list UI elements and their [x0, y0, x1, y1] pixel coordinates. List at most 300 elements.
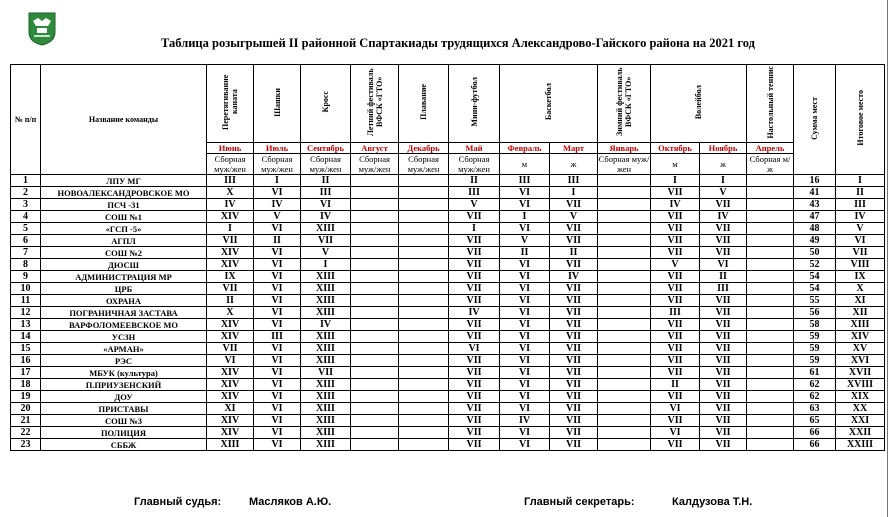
sum-cell: 66	[794, 439, 836, 451]
col-header-sport: Настольный теннис	[747, 65, 794, 143]
sum-cell: 59	[794, 343, 836, 355]
result-cell: V	[254, 211, 301, 223]
result-cell: VI	[500, 319, 550, 331]
month-label: Февраль	[500, 143, 550, 154]
result-cell	[747, 343, 794, 355]
result-cell: I	[550, 187, 598, 199]
row-number: 4	[11, 211, 41, 223]
result-cell	[598, 187, 651, 199]
team-name: ЦРБ	[41, 283, 207, 295]
result-cell: VII	[449, 235, 500, 247]
result-cell: IV	[301, 319, 351, 331]
result-cell: VII	[700, 247, 747, 259]
month-label: Июль	[254, 143, 301, 154]
result-cell	[598, 379, 651, 391]
result-cell	[598, 439, 651, 451]
result-cell: XIV	[207, 247, 254, 259]
result-cell	[399, 235, 449, 247]
row-number: 23	[11, 439, 41, 451]
result-cell: VII	[449, 415, 500, 427]
result-cell	[399, 199, 449, 211]
result-cell	[351, 355, 399, 367]
result-cell: VII	[550, 259, 598, 271]
result-cell: XIII	[301, 271, 351, 283]
result-cell	[598, 427, 651, 439]
final-place-cell: X	[836, 283, 885, 295]
category-label: Сборная м/ж	[747, 154, 794, 175]
result-cell: VII	[700, 331, 747, 343]
result-cell: VII	[550, 403, 598, 415]
sum-cell: 59	[794, 355, 836, 367]
result-cell: V	[500, 235, 550, 247]
result-cell: VI	[254, 283, 301, 295]
final-place-cell: XX	[836, 403, 885, 415]
result-cell: VII	[449, 295, 500, 307]
final-place-cell: XIII	[836, 319, 885, 331]
col-header-sport: Баскетбол	[500, 65, 598, 143]
result-cell	[399, 211, 449, 223]
result-cell	[598, 223, 651, 235]
result-cell: VII	[550, 427, 598, 439]
result-cell	[598, 403, 651, 415]
final-place-cell: XVI	[836, 355, 885, 367]
team-name: АДМИНИСТРАЦИЯ МР	[41, 271, 207, 283]
result-cell: VII	[550, 343, 598, 355]
result-cell: VII	[550, 367, 598, 379]
result-cell	[747, 283, 794, 295]
result-cell: VI	[500, 355, 550, 367]
col-header-sport: Плавание	[399, 65, 449, 143]
table-row	[11, 367, 885, 379]
month-label: Июнь	[207, 143, 254, 154]
final-place-cell: XIX	[836, 391, 885, 403]
row-number: 12	[11, 307, 41, 319]
result-cell	[399, 391, 449, 403]
result-cell: VII	[449, 331, 500, 343]
result-cell: III	[651, 307, 700, 319]
sum-cell: 62	[794, 379, 836, 391]
team-name: СОШ №3	[41, 415, 207, 427]
chief-judge-name: Масляков А.Ю.	[249, 496, 332, 508]
result-cell: VII	[550, 355, 598, 367]
result-cell: VII	[449, 271, 500, 283]
month-label: Сентябрь	[301, 143, 351, 154]
table-row	[11, 223, 885, 235]
result-cell: VII	[449, 211, 500, 223]
result-cell: X	[207, 187, 254, 199]
sum-cell: 59	[794, 331, 836, 343]
result-cell: VII	[449, 379, 500, 391]
result-cell: VI	[500, 295, 550, 307]
result-cell	[747, 331, 794, 343]
team-name: ДОУ	[41, 391, 207, 403]
result-cell	[399, 223, 449, 235]
result-cell: VII	[449, 355, 500, 367]
team-name: ВАРФОЛОМЕЕВСКОЕ МО	[41, 319, 207, 331]
result-cell: VI	[254, 415, 301, 427]
table-row	[11, 415, 885, 427]
result-cell: IV	[207, 199, 254, 211]
table-row	[11, 427, 885, 439]
result-cell: VI	[500, 439, 550, 451]
table-row	[11, 235, 885, 247]
sum-cell: 58	[794, 319, 836, 331]
result-cell	[351, 403, 399, 415]
result-cell: III	[449, 187, 500, 199]
team-name: «ГСП -5»	[41, 223, 207, 235]
result-cell	[598, 319, 651, 331]
result-cell: VII	[651, 355, 700, 367]
result-cell: XIII	[301, 355, 351, 367]
result-cell: VII	[550, 391, 598, 403]
result-cell: VII	[651, 439, 700, 451]
result-cell: VII	[550, 319, 598, 331]
team-name: ПРИСТАВЫ	[41, 403, 207, 415]
result-cell	[598, 283, 651, 295]
result-cell	[351, 283, 399, 295]
result-cell	[747, 307, 794, 319]
row-number: 8	[11, 259, 41, 271]
result-cell: IV	[651, 199, 700, 211]
result-cell	[399, 187, 449, 199]
result-cell: VII	[550, 379, 598, 391]
result-cell	[351, 295, 399, 307]
result-cell: III	[700, 283, 747, 295]
result-cell: XIV	[207, 427, 254, 439]
result-cell: V	[449, 199, 500, 211]
result-cell: III	[500, 175, 550, 187]
result-cell	[351, 259, 399, 271]
table-row	[11, 331, 885, 343]
chief-judge-label: Главный судья:	[134, 496, 222, 508]
sum-cell: 52	[794, 259, 836, 271]
result-cell: VII	[700, 235, 747, 247]
category-label: Сборная муж/жен	[449, 154, 500, 175]
result-cell: VI	[254, 295, 301, 307]
sum-cell: 16	[794, 175, 836, 187]
result-cell: V	[651, 259, 700, 271]
result-cell: VII	[550, 415, 598, 427]
team-name: НОВОАЛЕКСАНДРОВСКОЕ МО	[41, 187, 207, 199]
final-place-cell: II	[836, 187, 885, 199]
result-cell	[399, 247, 449, 259]
month-label: Август	[351, 143, 399, 154]
sum-cell: 50	[794, 247, 836, 259]
final-place-cell: IV	[836, 211, 885, 223]
result-cell	[598, 307, 651, 319]
month-label: Декабрь	[399, 143, 449, 154]
row-number: 14	[11, 331, 41, 343]
result-cell: XIV	[207, 319, 254, 331]
result-cell: II	[207, 295, 254, 307]
col-header-sport: Летний фестиваль ВФСК «ГТО»	[351, 65, 399, 143]
result-cell: VII	[550, 223, 598, 235]
result-cell: VII	[449, 367, 500, 379]
table-row	[11, 343, 885, 355]
col-header-sport: Шашки	[254, 65, 301, 143]
result-cell: X	[207, 307, 254, 319]
result-cell	[747, 235, 794, 247]
result-cell: VII	[700, 427, 747, 439]
team-name: МБУК (культура)	[41, 367, 207, 379]
result-cell	[351, 211, 399, 223]
row-number: 15	[11, 343, 41, 355]
team-name: РЭС	[41, 355, 207, 367]
team-name: СОШ №1	[41, 211, 207, 223]
team-name: СББЖ	[41, 439, 207, 451]
row-number: 7	[11, 247, 41, 259]
result-cell	[598, 355, 651, 367]
result-cell: VII	[700, 355, 747, 367]
result-cell: VI	[254, 427, 301, 439]
table-row	[11, 379, 885, 391]
table-row	[11, 319, 885, 331]
final-place-cell: VII	[836, 247, 885, 259]
result-cell: I	[301, 259, 351, 271]
result-cell: II	[651, 379, 700, 391]
result-cell: I	[207, 223, 254, 235]
result-cell: I	[651, 175, 700, 187]
result-cell	[598, 415, 651, 427]
team-name: П.ПРИУЗЕНСКИЙ	[41, 379, 207, 391]
result-cell	[747, 271, 794, 283]
result-cell: IV	[301, 211, 351, 223]
sum-cell: 48	[794, 223, 836, 235]
sum-cell: 49	[794, 235, 836, 247]
final-place-cell: XIV	[836, 331, 885, 343]
chief-secretary-label: Главный секретарь:	[524, 496, 635, 508]
result-cell	[399, 331, 449, 343]
final-place-cell: I	[836, 175, 885, 187]
category-label: Сборная муж/жен	[254, 154, 301, 175]
sum-cell: 66	[794, 427, 836, 439]
sum-cell: 41	[794, 187, 836, 199]
result-cell	[399, 319, 449, 331]
team-name: ПОЛИЦИЯ	[41, 427, 207, 439]
result-cell: VII	[651, 211, 700, 223]
month-label: Январь	[598, 143, 651, 154]
result-cell: VII	[651, 283, 700, 295]
row-number: 22	[11, 427, 41, 439]
result-cell: VII	[651, 271, 700, 283]
table-row	[11, 199, 885, 211]
table-row	[11, 403, 885, 415]
result-cell: II	[700, 271, 747, 283]
page-title: Таблица розыгрышей II районной Спартакиады трудящихся Александрово-Гайского района на 2021 год	[161, 36, 755, 50]
result-cell: VI	[500, 403, 550, 415]
final-place-cell: XVIII	[836, 379, 885, 391]
result-cell: VI	[254, 259, 301, 271]
category-label: м	[500, 154, 550, 175]
table-row	[11, 247, 885, 259]
result-cell: VII	[700, 199, 747, 211]
result-cell: VII	[700, 343, 747, 355]
result-cell: I	[700, 175, 747, 187]
result-cell	[399, 307, 449, 319]
category-label: Сборная муж/жен	[351, 154, 399, 175]
result-cell: VI	[500, 199, 550, 211]
table-row	[11, 271, 885, 283]
result-cell	[351, 223, 399, 235]
result-cell: XIV	[207, 331, 254, 343]
result-cell	[747, 379, 794, 391]
col-header-sport: Волейбол	[651, 65, 747, 143]
result-cell: XIII	[301, 415, 351, 427]
result-cell: II	[449, 175, 500, 187]
row-number: 11	[11, 295, 41, 307]
sum-cell: 43	[794, 199, 836, 211]
table-row	[11, 355, 885, 367]
result-cell	[351, 367, 399, 379]
result-cell: VII	[651, 367, 700, 379]
col-header-sport: Зимний фестиваль ВФСК «ГТО»	[598, 65, 651, 143]
table-row	[11, 439, 885, 451]
team-name: ОХРАНА	[41, 295, 207, 307]
result-cell: XIV	[207, 259, 254, 271]
result-cell: IV	[550, 271, 598, 283]
result-cell	[747, 247, 794, 259]
result-cell	[598, 343, 651, 355]
table-row	[11, 211, 885, 223]
table-row	[11, 175, 885, 187]
result-cell: XIV	[207, 211, 254, 223]
final-place-cell: XXI	[836, 415, 885, 427]
result-cell	[399, 367, 449, 379]
result-cell: VI	[254, 391, 301, 403]
sum-cell: 65	[794, 415, 836, 427]
team-name: ПОГРАНИЧНАЯ ЗАСТАВА	[41, 307, 207, 319]
final-place-cell: XII	[836, 307, 885, 319]
team-name: «АРМАН»	[41, 343, 207, 355]
result-cell: VI	[500, 343, 550, 355]
result-cell	[399, 271, 449, 283]
final-place-cell: III	[836, 199, 885, 211]
result-cell	[598, 271, 651, 283]
result-cell: VI	[500, 259, 550, 271]
month-label: Март	[550, 143, 598, 154]
result-cell	[351, 439, 399, 451]
result-cell: VII	[449, 427, 500, 439]
result-cell: VI	[254, 187, 301, 199]
result-cell	[598, 199, 651, 211]
final-place-cell: XVII	[836, 367, 885, 379]
category-label: м	[651, 154, 700, 175]
result-cell: VI	[500, 283, 550, 295]
result-cell: VII	[449, 391, 500, 403]
final-place-cell: VIII	[836, 259, 885, 271]
result-cell	[351, 175, 399, 187]
result-cell: VII	[550, 331, 598, 343]
result-cell: VII	[301, 367, 351, 379]
result-cell	[351, 427, 399, 439]
result-cell: XI	[207, 403, 254, 415]
result-cell: VII	[700, 415, 747, 427]
result-cell	[598, 211, 651, 223]
result-cell	[598, 175, 651, 187]
month-label: Апрель	[747, 143, 794, 154]
row-number: 10	[11, 283, 41, 295]
result-cell: IX	[207, 271, 254, 283]
result-cell: VI	[207, 355, 254, 367]
result-cell: XIII	[301, 223, 351, 235]
result-cell	[747, 259, 794, 271]
page-edge-rule	[887, 0, 888, 517]
result-cell	[351, 235, 399, 247]
table-row	[11, 283, 885, 295]
result-cell: VII	[700, 295, 747, 307]
result-cell: XIII	[207, 439, 254, 451]
result-cell: VII	[449, 259, 500, 271]
col-header-num: № п/п	[11, 65, 41, 175]
result-cell: VII	[550, 307, 598, 319]
result-cell	[747, 403, 794, 415]
result-cell: XIII	[301, 391, 351, 403]
result-cell: XIII	[301, 283, 351, 295]
result-cell	[399, 343, 449, 355]
month-label: Октябрь	[651, 143, 700, 154]
team-name: ПСЧ -31	[41, 199, 207, 211]
result-cell	[351, 247, 399, 259]
result-cell	[598, 247, 651, 259]
result-cell: XIII	[301, 427, 351, 439]
team-name: ДЮСШ	[41, 259, 207, 271]
result-cell	[351, 187, 399, 199]
result-cell: VII	[651, 187, 700, 199]
row-number: 3	[11, 199, 41, 211]
row-number: 21	[11, 415, 41, 427]
result-cell	[747, 427, 794, 439]
result-cell	[351, 319, 399, 331]
month-label: Ноябрь	[700, 143, 747, 154]
result-cell	[351, 379, 399, 391]
result-cell: VII	[449, 319, 500, 331]
result-cell	[747, 367, 794, 379]
result-cell: VII	[207, 343, 254, 355]
row-number: 20	[11, 403, 41, 415]
result-cell: VII	[651, 319, 700, 331]
sum-cell: 54	[794, 283, 836, 295]
result-cell	[598, 295, 651, 307]
table-row	[11, 187, 885, 199]
result-cell	[351, 199, 399, 211]
row-number: 5	[11, 223, 41, 235]
final-place-cell: VI	[836, 235, 885, 247]
team-name: УСЗН	[41, 331, 207, 343]
result-cell: IV	[449, 307, 500, 319]
result-cell: VII	[651, 247, 700, 259]
result-cell: II	[550, 247, 598, 259]
result-cell: XIV	[207, 391, 254, 403]
row-number: 1	[11, 175, 41, 187]
result-cell: VII	[449, 247, 500, 259]
result-cell	[351, 271, 399, 283]
result-cell: XIII	[301, 403, 351, 415]
result-cell: VI	[254, 343, 301, 355]
result-cell	[399, 295, 449, 307]
result-cell	[747, 199, 794, 211]
result-cell	[747, 223, 794, 235]
result-cell: VI	[500, 307, 550, 319]
result-cell: XIII	[301, 307, 351, 319]
result-cell: VII	[550, 199, 598, 211]
team-name: ЛПУ МГ	[41, 175, 207, 187]
category-label: Сборная муж/жен	[399, 154, 449, 175]
result-cell: VI	[651, 403, 700, 415]
team-name: АГПЛ	[41, 235, 207, 247]
result-cell	[747, 355, 794, 367]
result-cell: VII	[651, 391, 700, 403]
result-cell	[598, 391, 651, 403]
